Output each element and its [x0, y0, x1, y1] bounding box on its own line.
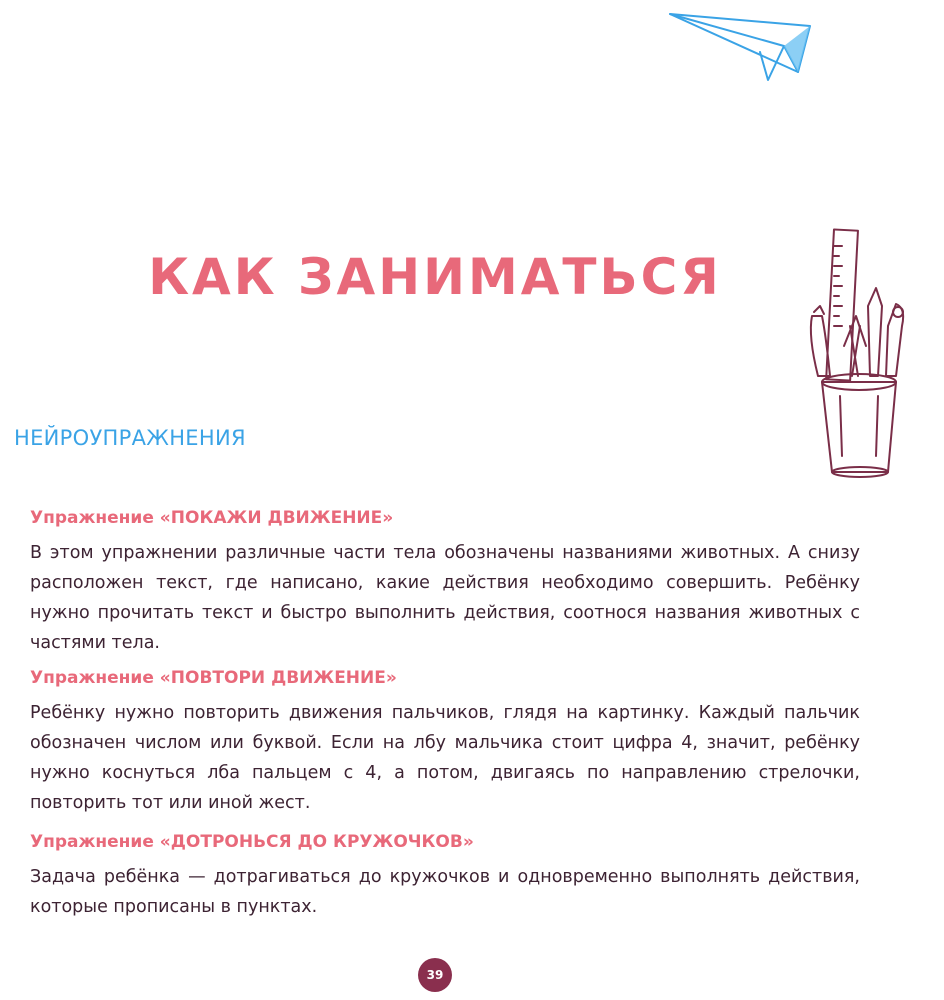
page-number: 39: [418, 958, 452, 992]
exercise-text: В этом упражнении различные части тела обозначены названиями животных. А снизу расположен текст, где написано, какие действия необходимо совершить. Ребёнку нужно прочитать текст и быстро выполнить действия, соотнося названия животных с частями тела.: [30, 543, 860, 653]
exercise-block: [30, 666, 860, 818]
exercise-title: Упражнение «ПОВТОРИ ДВИЖЕНИЕ»: [30, 668, 397, 688]
exercise-list: [30, 506, 860, 922]
exercise-title: Упражнение «ПОКАЖИ ДВИЖЕНИЕ»: [30, 508, 394, 528]
section-title: НЕЙРОУПРАЖНЕНИЯ: [14, 426, 246, 450]
exercise-text: Задача ребёнка — дотрагиваться до кружочков и одновременно выполнять действия, которые прописаны в пунктах.: [30, 867, 860, 917]
exercise-block: [30, 506, 860, 658]
exercise-block: [30, 830, 860, 922]
exercise-text: Ребёнку нужно повторить движения пальчиков, глядя на картинку. Каждый пальчик обозначен числом или буквой. Если на лбу мальчика стоит цифра 4, значит, ребёнку нужно коснуться лба пальцем с 4, а потом, двигаясь по направлению стрелочки, повторить тот или иной жест.: [30, 703, 860, 813]
page-title: КАК ЗАНИМАТЬСЯ: [148, 248, 722, 306]
exercise-title: Упражнение «ДОТРОНЬСЯ ДО КРУЖОЧКОВ»: [30, 832, 474, 852]
paper-plane-icon: [664, 6, 812, 86]
